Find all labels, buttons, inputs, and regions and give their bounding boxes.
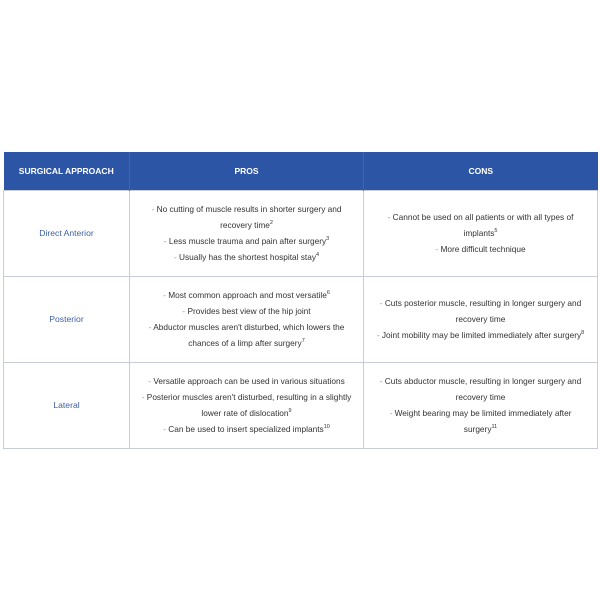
- bullet-dash: -: [163, 424, 169, 434]
- bullet-text: No cutting of muscle results in shorter surgery and recovery time: [156, 204, 342, 230]
- pros-cell: [130, 362, 364, 448]
- bullet-item: [372, 241, 589, 257]
- footnote-ref: 11: [491, 424, 498, 431]
- bullet-dash: -: [435, 244, 441, 254]
- footnote-ref: 7: [301, 338, 305, 345]
- bullet-text: Can be used to insert specialized implants: [168, 424, 324, 434]
- bullet-item: [372, 209, 589, 241]
- cons-cell: [364, 276, 598, 362]
- bullet-item: [138, 421, 355, 437]
- header-cons: CONS: [364, 152, 598, 190]
- approach-cell: Direct Anterior: [4, 190, 130, 276]
- table-row: [4, 276, 598, 362]
- bullet-text: Cannot be used on all patients or with all types of implants: [392, 212, 574, 238]
- bullet-text: Versatile approach can be used in various situations: [153, 376, 345, 386]
- bullet-item: [372, 327, 589, 343]
- footnote-ref: 10: [323, 424, 330, 431]
- bullet-dash: -: [376, 330, 382, 340]
- bullet-item: [372, 373, 589, 405]
- bullet-text: Weight bearing may be limited immediately after surgery: [394, 408, 572, 434]
- bullet-item: [138, 303, 355, 319]
- bullet-dash: -: [151, 204, 157, 214]
- bullet-dash: -: [163, 290, 169, 300]
- bullet-dash: -: [387, 212, 393, 222]
- comparison-table-container: [3, 152, 597, 449]
- bullet-dash: -: [148, 376, 154, 386]
- pros-cell: [130, 276, 364, 362]
- pros-cell: [130, 190, 364, 276]
- header-pros: PROS: [130, 152, 364, 190]
- bullet-text: More difficult technique: [440, 244, 526, 254]
- bullet-text: Cuts posterior muscle, resulting in longer surgery and recovery time: [384, 298, 582, 324]
- table-row: [4, 190, 598, 276]
- footnote-ref: 3: [326, 236, 330, 243]
- bullet-text: Posterior muscles aren't disturbed, resulting in a slightly lower rate of dislocation: [146, 392, 352, 418]
- bullet-text: Abductor muscles aren't disturbed, which lowers the chances of a limp after surgery: [153, 322, 345, 348]
- bullet-dash: -: [389, 408, 395, 418]
- bullet-item: [138, 287, 355, 303]
- bullet-item: [138, 249, 355, 265]
- header-surgical-approach: SURGICAL APPROACH: [4, 152, 130, 190]
- cons-cell: [364, 362, 598, 448]
- footnote-ref: 2: [269, 220, 273, 227]
- bullet-text: Cuts abductor muscle, resulting in longer surgery and recovery time: [384, 376, 582, 402]
- footnote-ref: 4: [315, 252, 320, 259]
- bullet-dash: -: [182, 306, 188, 316]
- bullet-text: Usually has the shortest hospital stay: [179, 252, 316, 262]
- approach-cell: Lateral: [4, 362, 130, 448]
- bullet-dash: -: [379, 376, 385, 386]
- bullet-text: Most common approach and most versatile: [168, 290, 327, 300]
- cons-cell: [364, 190, 598, 276]
- bullet-dash: -: [173, 252, 180, 262]
- bullet-item: [372, 295, 589, 327]
- bullet-text: Less muscle trauma and pain after surgery: [168, 236, 327, 246]
- bullet-dash: -: [141, 392, 147, 402]
- footnote-ref: 8: [581, 330, 585, 337]
- bullet-item: [138, 373, 355, 389]
- bullet-item: [138, 201, 355, 233]
- approach-cell: Posterior: [4, 276, 130, 362]
- bullet-dash: -: [148, 322, 154, 332]
- table-header-row: [4, 152, 598, 190]
- bullet-item: [138, 389, 355, 421]
- bullet-item: [138, 233, 355, 249]
- bullet-text: Joint mobility may be limited immediately after surgery: [381, 330, 582, 340]
- footnote-ref: 5: [494, 228, 498, 235]
- footnote-ref: 9: [288, 408, 292, 415]
- bullet-dash: -: [163, 236, 169, 246]
- bullet-item: [372, 405, 589, 437]
- footnote-ref: 6: [326, 290, 330, 297]
- bullet-text: Provides best view of the hip joint: [187, 306, 311, 316]
- bullet-dash: -: [379, 298, 385, 308]
- table-row: [4, 362, 598, 448]
- surgical-approach-table: [3, 152, 598, 449]
- bullet-item: [138, 319, 355, 351]
